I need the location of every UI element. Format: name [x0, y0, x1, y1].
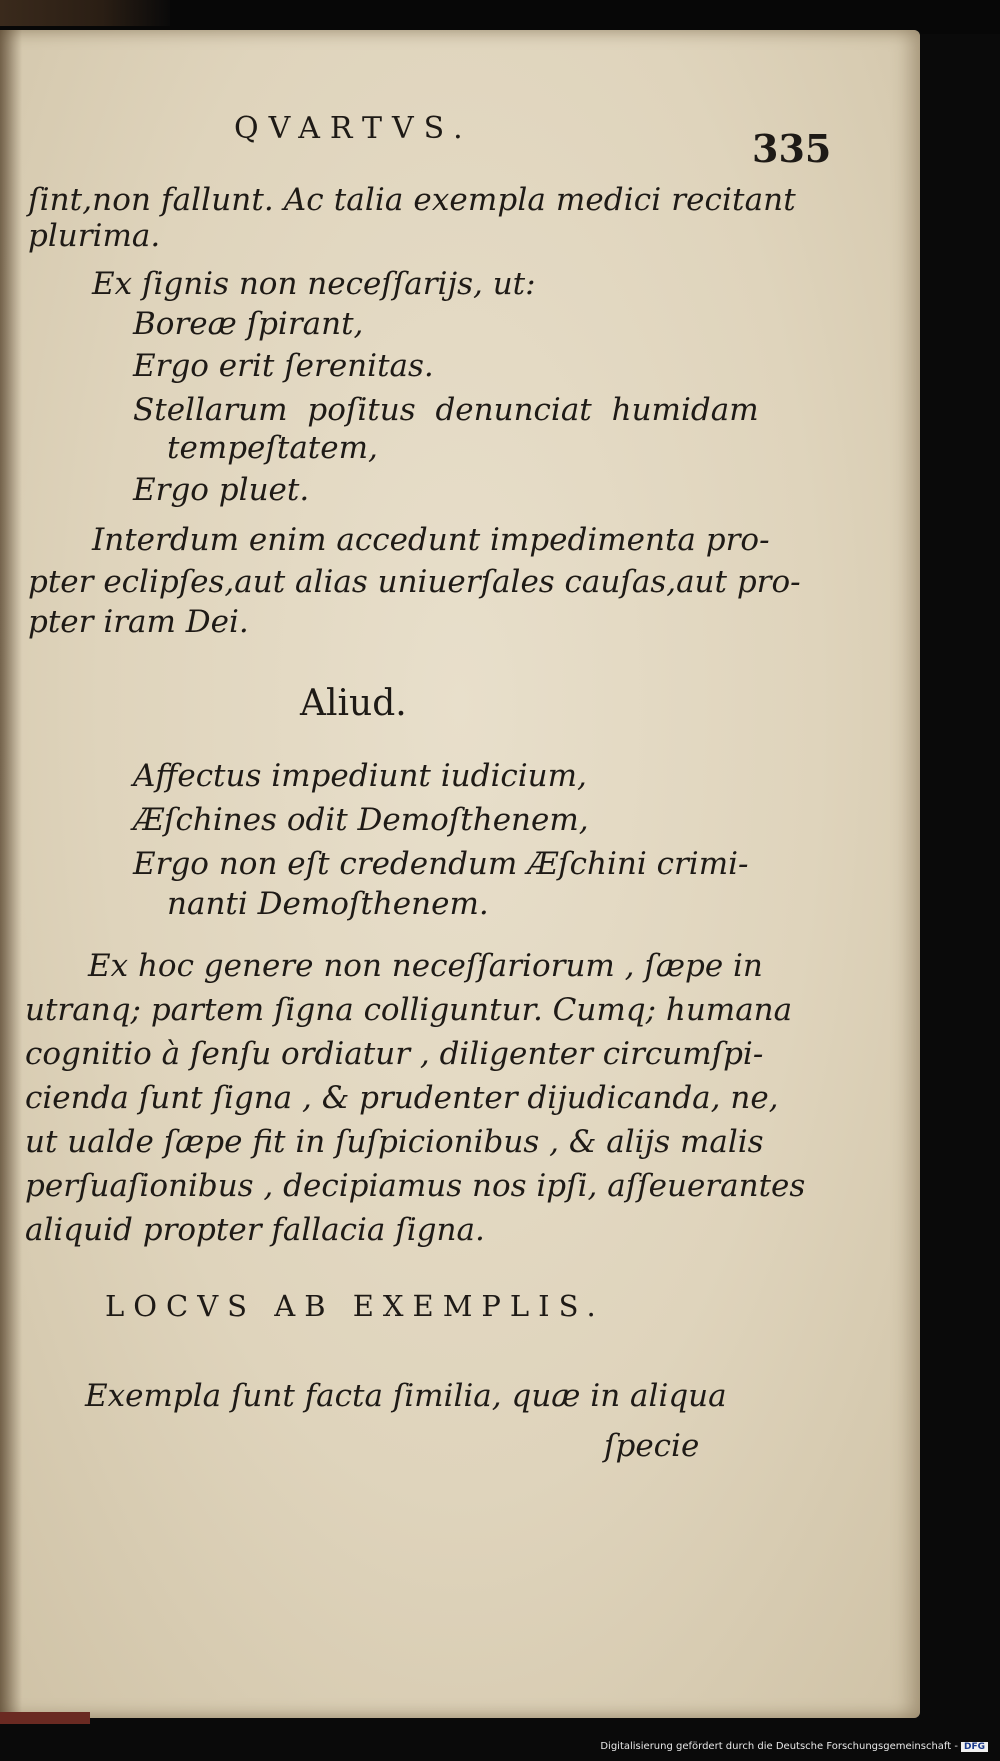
text-line: Boreæ ſpirant, [133, 306, 364, 342]
text-line: Ergo pluet. [133, 472, 310, 508]
text-line: ut ualde ſæpe fit in ſuſpicionibus , & alijs malis [25, 1124, 764, 1160]
text-line: Ergo non eſt credendum Æſchini crimi- [133, 846, 749, 882]
text-line: Stellarum poſitus denunciat humidam [133, 392, 759, 428]
previous-page-edge [0, 0, 170, 26]
page-bottom-binding [0, 1712, 90, 1724]
text-line: perſuaſionibus , decipiamus nos ipſi, aſſeuerantes [25, 1168, 806, 1204]
gutter-shadow [0, 30, 22, 1718]
text-line: Ex ſignis non neceſſarijs, ut: [92, 266, 536, 302]
digitization-credit [600, 1741, 988, 1752]
text-line: nanti Demoſthenem. [167, 886, 489, 922]
running-head: QVARTVS. [234, 111, 473, 146]
text-line: cognitio à ſenſu ordiatur , diligenter circumſpi- [25, 1036, 764, 1072]
text-line: utranq; partem ſigna colliguntur. Cumq; humana [25, 992, 793, 1028]
credit-text: Digitalisierung gefördert durch die Deutsche Forschungsgemeinschaft - [600, 1741, 958, 1752]
page-number: 335 [752, 126, 832, 171]
text-line: Æſchines odit Demoſthenem, [133, 802, 589, 838]
text-line: Exempla ſunt facta ſimilia, quæ in aliqua [85, 1378, 727, 1414]
text-line: cienda ſunt ſigna , & prudenter dijudicanda, ne, [25, 1080, 779, 1116]
text-line: pter eclipſes,aut alias uniuerſales cauſas,aut pro- [28, 564, 801, 600]
catchword: ſpecie [604, 1428, 700, 1464]
text-line: tempeſtatem, [167, 430, 378, 466]
text-line: plurima. [28, 218, 161, 254]
text-line: Interdum enim accedunt impedimenta pro- [92, 522, 770, 558]
text-line: aliquid propter fallacia ſigna. [25, 1212, 485, 1248]
text-line: ſint,non fallunt. Ac talia exempla medici recitant [28, 182, 796, 218]
section-heading: Aliud. [300, 683, 407, 724]
dfg-logo: DFG [961, 1742, 988, 1752]
text-line: Ex hoc genere non neceſſariorum , ſæpe in [88, 948, 763, 984]
text-line: pter iram Dei. [28, 604, 249, 640]
text-line: Ergo erit ſerenitas. [133, 348, 434, 384]
text-line: Affectus impediunt iudicium, [133, 758, 587, 794]
section-heading: LOCVS AB EXEMPLIS. [105, 1289, 605, 1323]
